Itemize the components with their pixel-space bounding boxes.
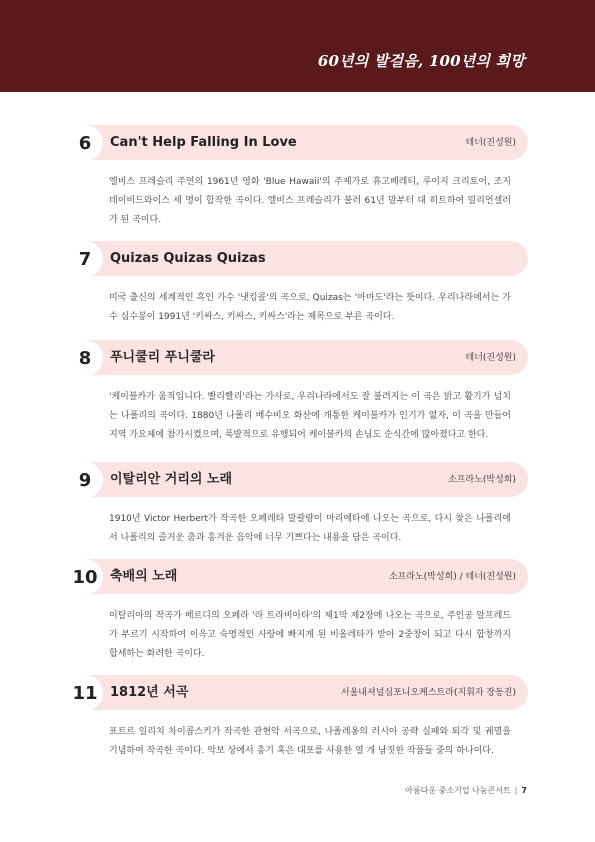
header-slogan: 60년의 발걸음, 100년의 희망 xyxy=(317,52,525,70)
program-item xyxy=(68,675,528,761)
performer-label: 소프라노(박성희) xyxy=(448,475,516,485)
page-footer xyxy=(405,785,527,796)
song-title: 이탈리안 거리의 노래 xyxy=(110,472,233,487)
program-title-bar xyxy=(68,241,528,276)
song-description: 표트르 일리치 차이콥스키가 작곡한 관현악 서곡으로, 나폴레옹의 러시아 공략 실패와 퇴각 및 궤멸을 기념하여 작곡한 곡이다. 악보 상에서 총기 혹은 대포를 사용한 열 개 남짓한 작품들 중의 하나이다. xyxy=(109,727,511,756)
song-description: 이탈리아의 작곡가 베르디의 오페라 '라 트라비아타'의 제1막 제2장에 나오는 곡으로, 주인공 알프레드가 부르기 시작하여 이윽고 숙명적인 사랑에 빠지게 된 비올레타가 받아 2중창이 되고 다시 합창까지 합세하는 화려한 곡이다. xyxy=(109,611,511,659)
song-title: Can't Help Falling In Love xyxy=(110,135,297,150)
header-band xyxy=(0,0,595,92)
program-title-bar xyxy=(68,675,528,710)
performer-label: 소프라노(박성희) / 테너(진성원) xyxy=(388,572,516,582)
song-title: 1812년 서곡 xyxy=(110,685,189,700)
performer-label: 서울내셔널심포니오케스트라(지휘자 장동진) xyxy=(340,688,516,698)
song-title: 축배의 노래 xyxy=(110,569,178,584)
program-item xyxy=(68,241,528,327)
page-number: 7 xyxy=(521,786,527,795)
program-number: 7 xyxy=(67,241,103,277)
program-title-bar xyxy=(68,125,528,160)
program-item xyxy=(68,125,528,230)
program-number: 8 xyxy=(67,340,103,376)
song-description: 1910년 Victor Herbert가 작곡한 오페레타 말괄량이 마리에타에 나오는 곡으로, 다시 찾은 나폴리에서 나폴리의 즐거운 춤과 흥겨운 음악에 너무 기쁘다는 내용을 담은 곡이다. xyxy=(109,514,511,543)
song-description: '케이블카가 움직입니다. 빨리빨리'라는 가사로, 우리나라에서도 잘 불려지는 이 곡은 밝고 활기가 넘치는 나폴리의 곡이다. 1880년 나폴리 베수비오 화산에 개통한 케이블카가 인기가 없자, 이 곡을 만들어 지역 가요제에 참가시켰으며, 폭발적으로 유행되어 케이블카의 손님도 순식간에 많아졌다고 한다. xyxy=(109,392,511,440)
program-number: 11 xyxy=(67,675,103,711)
footer-separator: | xyxy=(514,786,518,795)
program-number: 6 xyxy=(67,125,103,161)
program-number: 10 xyxy=(67,559,103,595)
performer-label: 테너(진성원) xyxy=(465,138,516,148)
song-title: 푸니쿨리 푸니쿨라 xyxy=(110,350,215,365)
footer-title: 아름다운 중소기업 나눔콘서트 xyxy=(405,786,511,795)
song-description: 미국 출신의 세계적인 흑인 가수 '냇킹콜'의 곡으로, Quizas는 '아마도'라는 뜻이다. 우리나라에서는 가수 심수봉이 1991년 '키싸스, 키싸스, 키싸스'라는 제목으로 부른 곡이다. xyxy=(109,293,511,322)
program-title-bar xyxy=(68,340,528,375)
program-item xyxy=(68,462,528,548)
song-title: Quizas Quizas Quizas xyxy=(110,251,266,266)
program-title-bar xyxy=(68,559,528,594)
song-description: 엘비스 프레슬리 주연의 1961년 영화 'Blue Hawaii'의 주제가로 휴고페레티, 루이지 크리토어, 조지 데이비드와이스 세 명이 합작한 곡이다. 엘비스 프레슬리가 불러 61년 말부터 대 히트하여 밀리언셀러가 된 곡이다. xyxy=(109,177,511,225)
program-item xyxy=(68,340,528,445)
program-item xyxy=(68,559,528,664)
program-number: 9 xyxy=(67,462,103,498)
program-title-bar xyxy=(68,462,528,497)
performer-label: 테너(진성원) xyxy=(465,353,516,363)
